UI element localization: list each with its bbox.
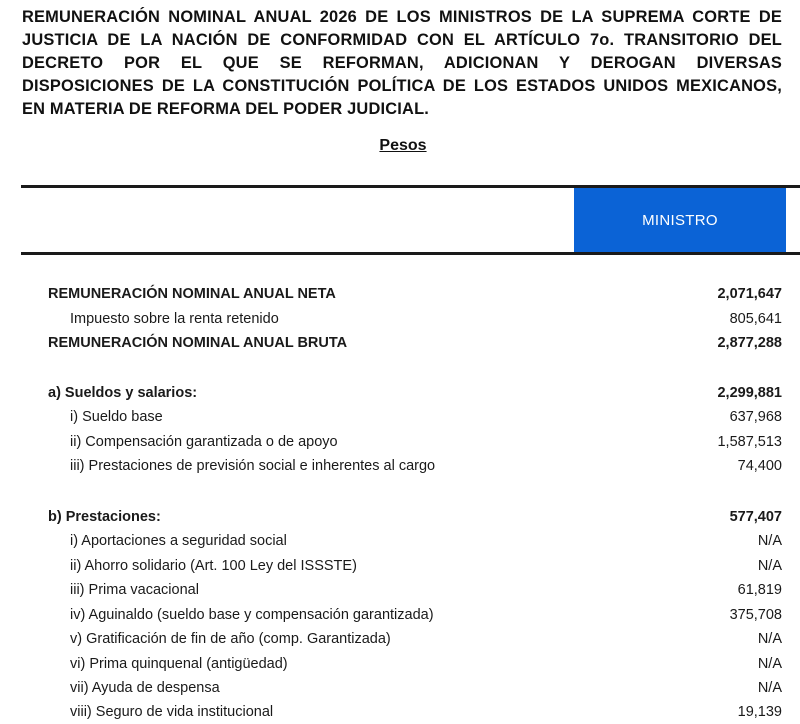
row-value: 1,587,513 — [717, 434, 782, 450]
row-value: 2,877,288 — [717, 335, 782, 351]
row-value: 2,071,647 — [717, 286, 782, 302]
row-label: b) Prestaciones: — [48, 509, 161, 525]
table-row-neta — [0, 282, 800, 306]
table-row — [0, 627, 800, 651]
document-title — [22, 6, 782, 121]
table-row — [0, 430, 800, 454]
row-label: iii) Prima vacacional — [70, 582, 199, 598]
table-row — [0, 603, 800, 627]
table-row — [0, 454, 800, 478]
row-value: N/A — [757, 558, 782, 574]
table-header-bottom-rule — [21, 252, 800, 255]
row-value: N/A — [757, 631, 782, 647]
table-row — [0, 652, 800, 676]
row-label: vii) Ayuda de despensa — [70, 680, 220, 696]
row-value: N/A — [757, 656, 782, 672]
table-row — [0, 700, 800, 724]
row-label: ii) Compensación garantizada o de apoyo — [70, 434, 338, 450]
row-value: 61,819 — [737, 582, 782, 598]
row-label: a) Sueldos y salarios: — [48, 385, 198, 401]
table-row-isr — [0, 307, 800, 331]
table-row — [0, 529, 800, 553]
table-row — [0, 554, 800, 578]
row-label: iv) Aguinaldo (sueldo base y compensación garantizada) — [70, 607, 434, 623]
row-label: v) Gratificación de fin de año (comp. Garantizada) — [70, 631, 391, 647]
table-row — [0, 405, 800, 429]
title-line: EN MATERIA DE REFORMA DEL PODER JUDICIAL. — [22, 100, 430, 118]
table-row-prestaciones — [0, 505, 800, 529]
row-value: 805,641 — [729, 311, 782, 327]
row-value: 74,400 — [737, 458, 782, 474]
row-value: 2,299,881 — [717, 385, 782, 401]
row-value: 375,708 — [729, 607, 782, 623]
row-label: i) Sueldo base — [70, 409, 163, 425]
row-value: 637,968 — [729, 409, 782, 425]
title-line: DECRETO POR EL QUE SE REFORMAN, ADICIONAN Y DEROGAN DIVERSAS — [22, 54, 782, 72]
title-line: JUSTICIA DE LA NACIÓN DE CONFORMIDAD CON EL ARTÍCULO 7o. TRANSITORIO DEL — [22, 31, 782, 49]
currency-label: Pesos — [379, 137, 427, 154]
table-row-sueldos — [0, 381, 800, 405]
table-row — [0, 676, 800, 700]
row-label: REMUNERACIÓN NOMINAL ANUAL NETA — [48, 286, 336, 302]
table-row — [0, 578, 800, 602]
row-label: vi) Prima quinquenal (antigüedad) — [70, 656, 288, 672]
table-row-bruta — [0, 331, 800, 355]
row-value: N/A — [757, 680, 782, 696]
row-label: REMUNERACIÓN NOMINAL ANUAL BRUTA — [48, 335, 348, 351]
title-line: DISPOSICIONES DE LA CONSTITUCIÓN POLÍTICA DE LOS ESTADOS UNIDOS MEXICANOS, — [22, 77, 782, 95]
row-label: Impuesto sobre la renta retenido — [70, 311, 279, 327]
row-value: 19,139 — [737, 704, 782, 720]
row-label: viii) Seguro de vida institucional — [70, 704, 274, 720]
column-header-ministro: MINISTRO — [574, 188, 786, 252]
row-value: N/A — [757, 533, 782, 549]
row-label: ii) Ahorro solidario (Art. 100 Ley del ISSSTE) — [70, 558, 357, 574]
row-value: 577,407 — [729, 509, 782, 525]
row-label: i) Aportaciones a seguridad social — [70, 533, 287, 549]
title-line: REMUNERACIÓN NOMINAL ANUAL 2026 DE LOS MINISTROS DE LA SUPREMA CORTE DE — [22, 8, 782, 26]
row-label: iii) Prestaciones de previsión social e inherentes al cargo — [70, 458, 436, 474]
